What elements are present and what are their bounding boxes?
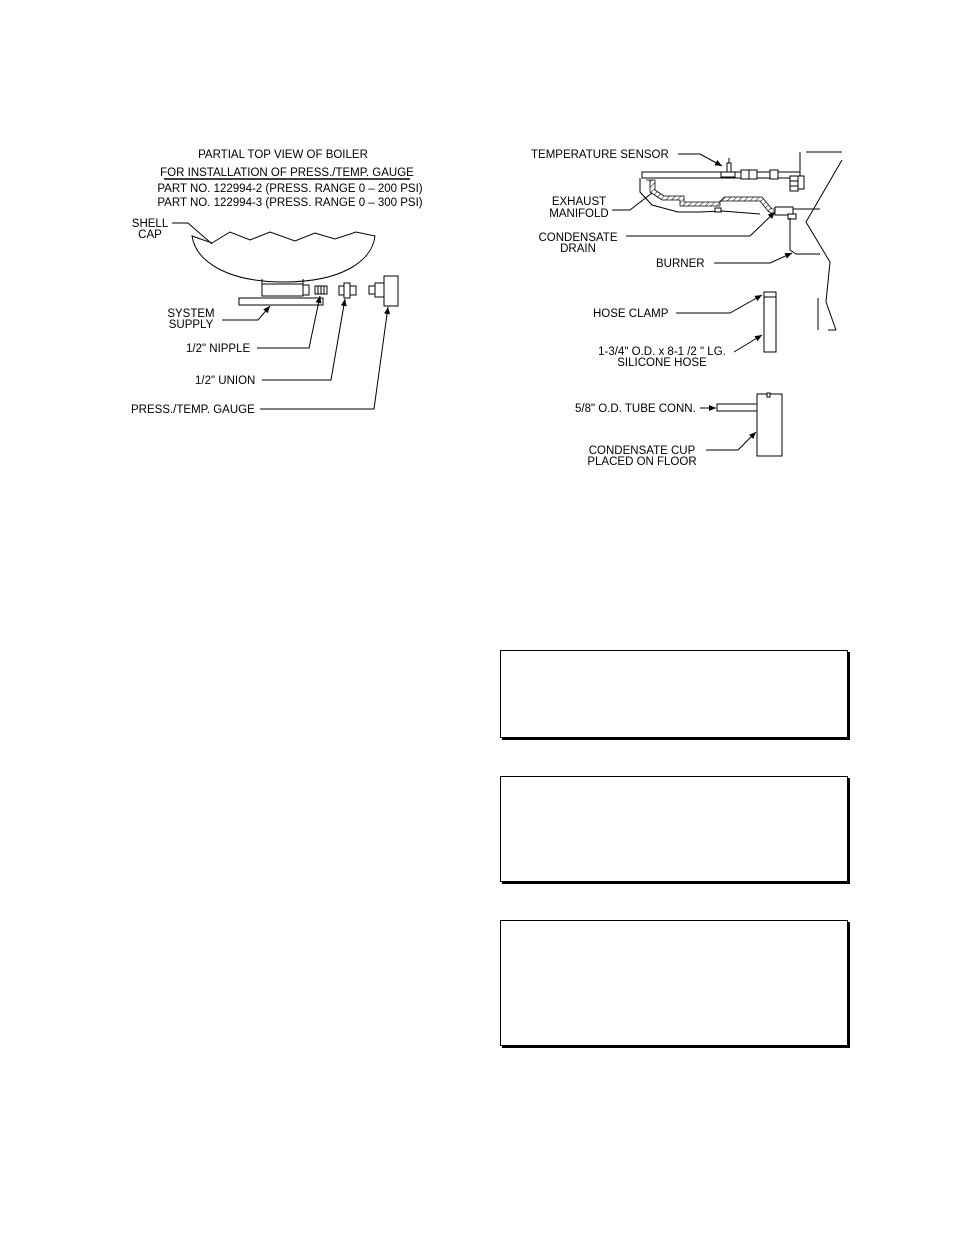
silicone-hose-label: 1-3/4" O.D. x 8-1 /2 " LG. (598, 346, 726, 358)
shell-cap-drawing (192, 232, 375, 282)
shell-cap-label: SHELL (131, 218, 169, 230)
nipple-label: 1/2" NIPPLE (186, 343, 251, 355)
system-supply-plate (239, 298, 323, 305)
temperature-sensor-leader (678, 154, 722, 166)
hose-clamp-drawing (764, 292, 776, 297)
condensate-cup-leader (706, 432, 756, 450)
gauge-label: PRESS./TEMP. GAUGE (131, 404, 255, 416)
gauge-leader (260, 307, 388, 409)
burner-leader (714, 253, 792, 263)
condensate-drain-label: CONDENSATE (538, 232, 618, 244)
empty-notice-box-3 (500, 920, 848, 1046)
system-supply-label: SYSTEM (167, 308, 215, 320)
condensate-drain-label-2: DRAIN (560, 243, 596, 255)
silicone-hose-leader (734, 335, 762, 352)
system-supply-label-2: SUPPLY (168, 319, 214, 331)
union-leader (262, 299, 345, 380)
figure-subtitle: FOR INSTALLATION OF PRESS./TEMP. GAUGE (160, 167, 414, 179)
empty-notice-box-2 (500, 776, 848, 882)
exhaust-manifold-label: EXHAUST (551, 196, 607, 208)
temperature-sensor-label: TEMPERATURE SENSOR (531, 149, 669, 161)
figure-title: PARTIAL TOP VIEW OF BOILER (198, 149, 368, 161)
shell-cap-label-2: CAP (138, 229, 162, 241)
condensate-cup-label: CONDENSATE CUP (588, 445, 696, 457)
burner-housing-line (800, 152, 842, 330)
exhaust-manifold-leader (612, 193, 652, 210)
gauge-installation-figure (131, 149, 423, 416)
empty-notice-box-1 (500, 650, 848, 738)
tube-connection-drawing (717, 404, 757, 411)
condensate-cup-drawing (757, 394, 782, 456)
silicone-hose-label-2: SILICONE HOSE (617, 357, 707, 369)
bolt-assembly-drawing (741, 170, 804, 191)
union-drawing (339, 283, 356, 298)
part-number-1: PART NO. 122994-2 (PRESS. RANGE 0 – 200 PSI) (157, 183, 423, 195)
condensate-drain-figure (531, 149, 842, 468)
burner-body-drawing (790, 218, 820, 254)
temperature-sensor-drawing (721, 158, 735, 177)
part-number-2: PART NO. 122994-3 (PRESS. RANGE 0 – 300 PSI) (157, 197, 423, 209)
tube-connection-label: 5/8" O.D. TUBE CONN. (575, 403, 696, 415)
burner-label: BURNER (656, 258, 705, 270)
system-supply-leader (222, 306, 270, 320)
hose-clamp-label: HOSE CLAMP (593, 308, 669, 320)
union-label: 1/2" UNION (195, 375, 256, 387)
port-fitting (303, 285, 309, 295)
hose-clamp-leader (676, 295, 762, 313)
silicone-hose-drawing (764, 292, 776, 352)
gauge-drawing (369, 276, 398, 306)
condensate-drain-leader (626, 212, 775, 236)
exhaust-manifold-label-2: MANIFOLD (549, 208, 609, 220)
condensate-cup-label-2: PLACED ON FLOOR (587, 456, 697, 468)
